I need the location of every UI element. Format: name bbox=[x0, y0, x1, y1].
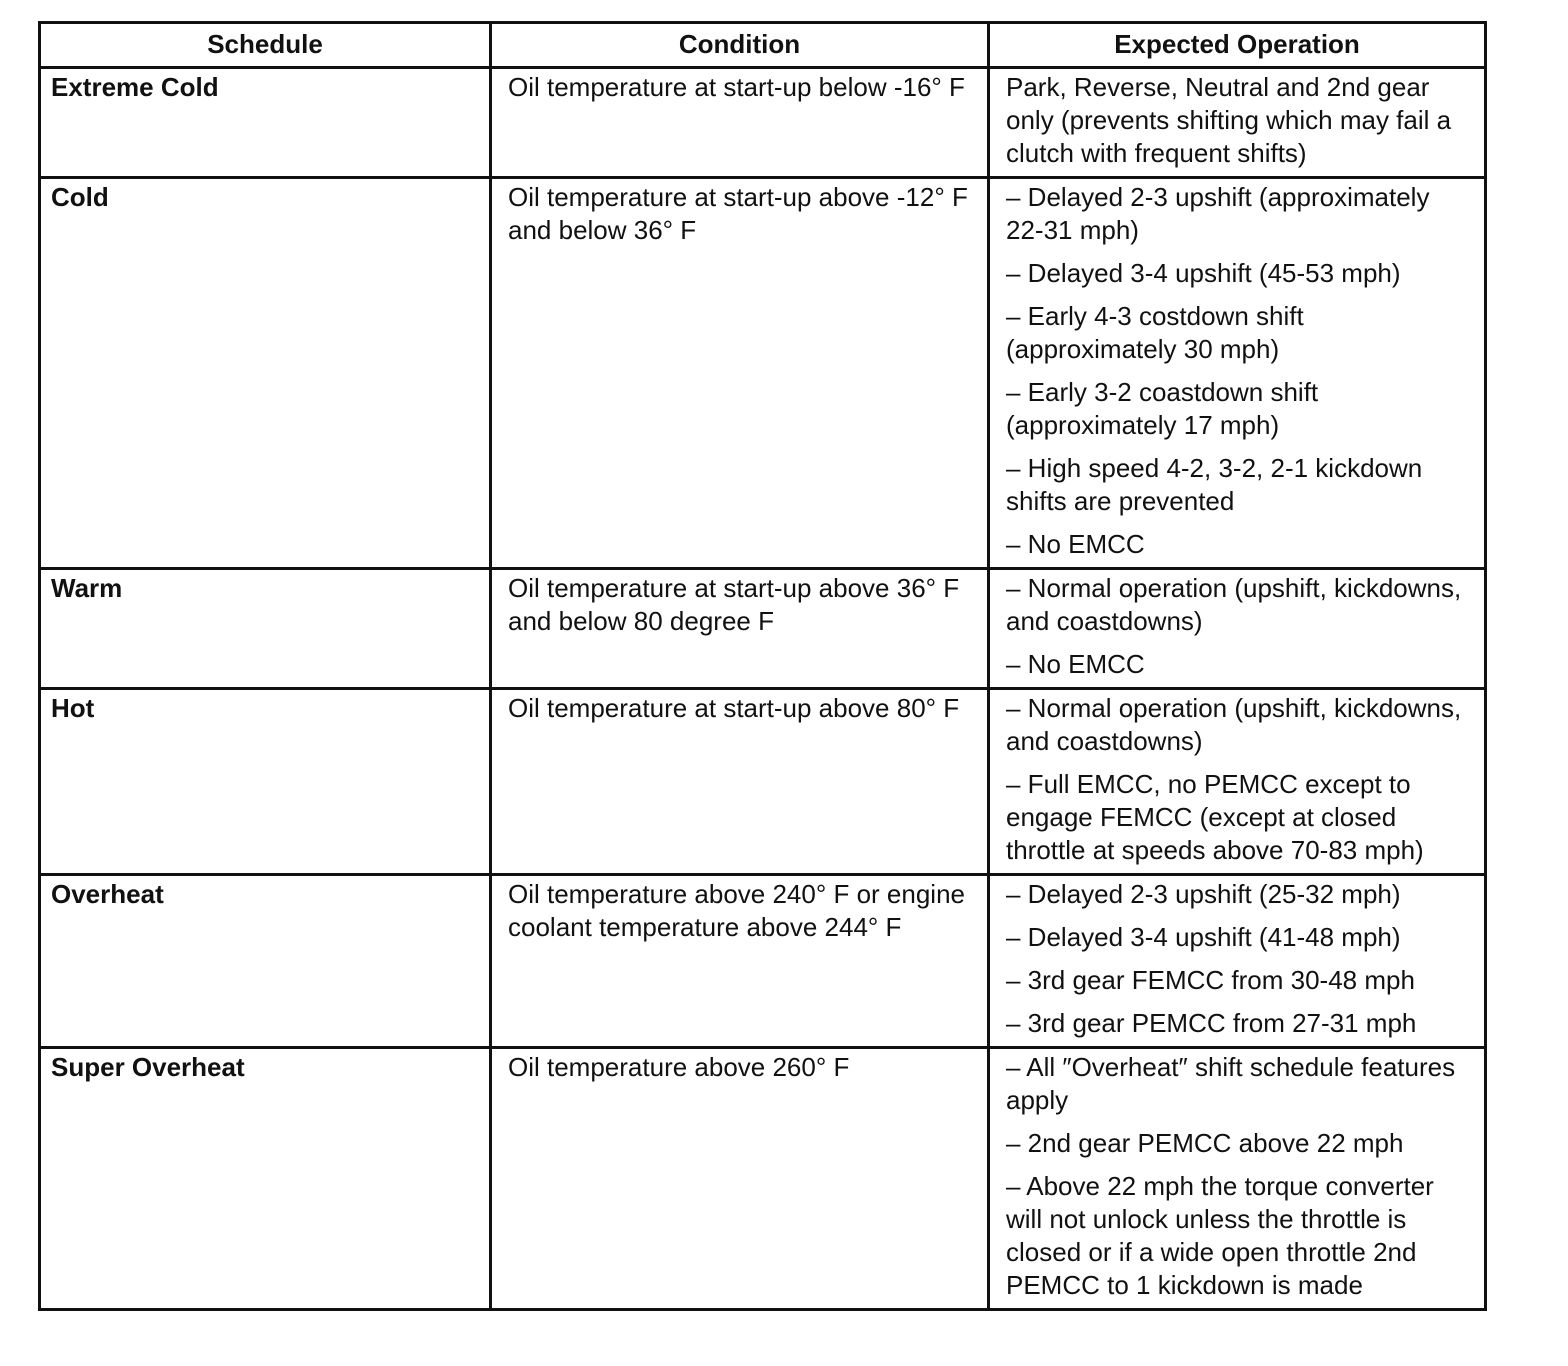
operation-line: – Delayed 3-4 upshift (41-48 mph) bbox=[1006, 922, 1401, 952]
operation-cell bbox=[989, 178, 1486, 569]
table-row bbox=[40, 1048, 1486, 1310]
condition-cell: Oil temperature above 240° F or engine coolant temperature above 244° F bbox=[491, 875, 989, 1048]
document-sheet bbox=[38, 21, 1484, 1311]
operation-line: Park, Reverse, Neutral and 2nd gear only (prevents shifting which may fail a clutch with frequent shifts) bbox=[1006, 72, 1452, 168]
header-condition: Condition bbox=[491, 23, 989, 68]
operation-line: – 2nd gear PEMCC above 22 mph bbox=[1006, 1128, 1404, 1158]
header-row bbox=[40, 23, 1486, 68]
operation-line: – 3rd gear PEMCC from 27-31 mph bbox=[1006, 1008, 1417, 1038]
condition-cell: Oil temperature at start-up above 36° F and below 80 degree F bbox=[491, 569, 989, 689]
operation-line: – Full EMCC, no PEMCC except to engage FEMCC (except at closed throttle at speeds above 70-83 mph) bbox=[1006, 769, 1424, 865]
operation-line: – Early 3-2 coastdown shift (approximately 17 mph) bbox=[1006, 377, 1319, 440]
header-schedule: Schedule bbox=[40, 23, 491, 68]
operation-line: – No EMCC bbox=[1006, 649, 1145, 679]
condition-cell: Oil temperature at start-up above -12° F and below 36° F bbox=[491, 178, 989, 569]
schedule-cell: Super Overheat bbox=[40, 1048, 491, 1310]
table-row bbox=[40, 689, 1486, 875]
schedule-cell: Overheat bbox=[40, 875, 491, 1048]
operation-line: – High speed 4-2, 3-2, 2-1 kickdown shifts are prevented bbox=[1006, 453, 1423, 516]
operation-line: – No EMCC bbox=[1006, 529, 1145, 559]
operation-line: – Early 4-3 costdown shift (approximately 30 mph) bbox=[1006, 301, 1304, 364]
condition-cell: Oil temperature at start-up below -16° F bbox=[491, 68, 989, 178]
table-row bbox=[40, 68, 1486, 178]
table-row bbox=[40, 875, 1486, 1048]
operation-line: – 3rd gear FEMCC from 30-48 mph bbox=[1006, 965, 1415, 995]
schedule-cell: Extreme Cold bbox=[40, 68, 491, 178]
table-row bbox=[40, 178, 1486, 569]
schedule-cell: Warm bbox=[40, 569, 491, 689]
condition-cell: Oil temperature above 260° F bbox=[491, 1048, 989, 1310]
operation-cell bbox=[989, 68, 1486, 178]
shift-schedule-table bbox=[38, 21, 1487, 1311]
operation-line: – Delayed 2-3 upshift (approximately 22-31 mph) bbox=[1006, 182, 1430, 245]
operation-cell bbox=[989, 569, 1486, 689]
operation-line: – Normal operation (upshift, kickdowns, and coastdowns) bbox=[1006, 693, 1462, 756]
table-row bbox=[40, 569, 1486, 689]
operation-line: – Delayed 3-4 upshift (45-53 mph) bbox=[1006, 258, 1401, 288]
header-expected-operation: Expected Operation bbox=[989, 23, 1486, 68]
operation-line: – Normal operation (upshift, kickdowns, and coastdowns) bbox=[1006, 573, 1462, 636]
operation-cell bbox=[989, 689, 1486, 875]
schedule-cell: Hot bbox=[40, 689, 491, 875]
operation-cell bbox=[989, 1048, 1486, 1310]
operation-line: – All ″Overheat″ shift schedule features apply bbox=[1006, 1052, 1456, 1115]
operation-line: – Above 22 mph the torque converter will not unlock unless the throttle is closed or if a wide open throttle 2nd PEMCC to 1 kickdown is made bbox=[1006, 1171, 1434, 1300]
operation-line: – Delayed 2-3 upshift (25-32 mph) bbox=[1006, 879, 1401, 909]
condition-cell: Oil temperature at start-up above 80° F bbox=[491, 689, 989, 875]
schedule-cell: Cold bbox=[40, 178, 491, 569]
operation-cell bbox=[989, 875, 1486, 1048]
